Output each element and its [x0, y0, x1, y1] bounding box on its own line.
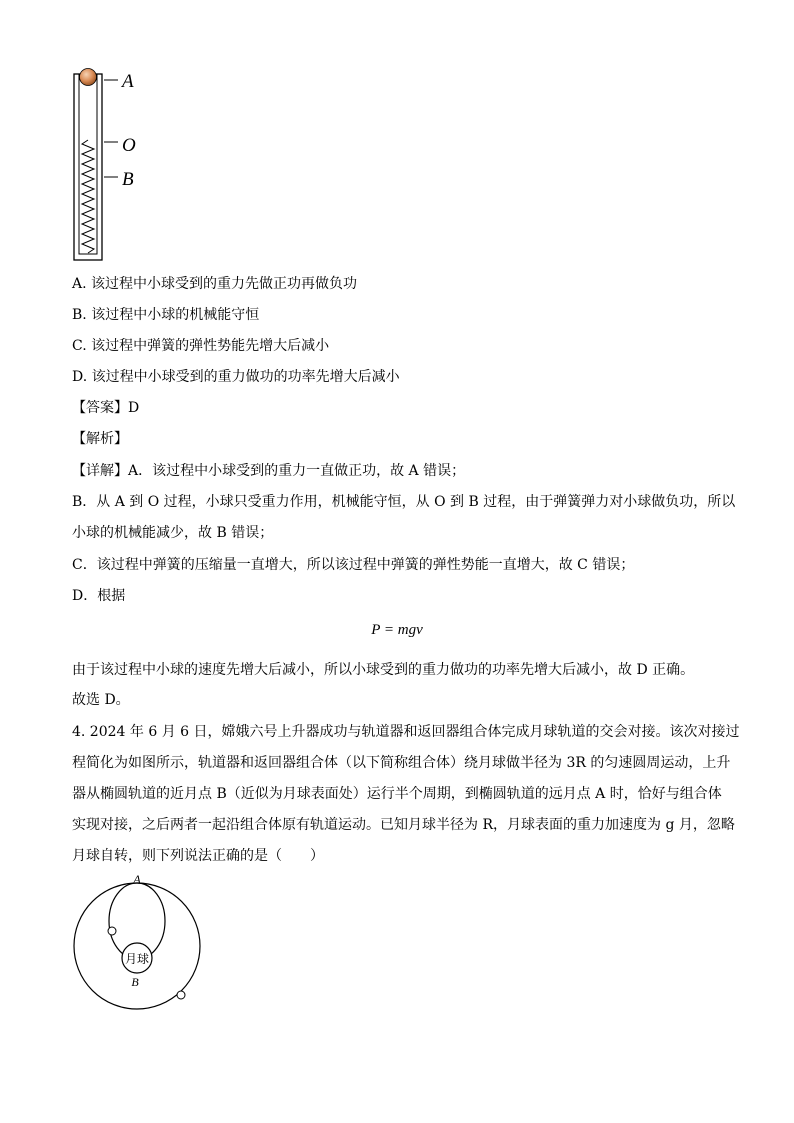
detail-line-5: D．根据 — [72, 588, 126, 604]
detail-line-1: 【详解】A．该过程中小球受到的重力一直做正功，故 A 错误； — [72, 463, 466, 479]
q4-line-1: 4. 2024 年 6 月 6 日，嫦娥六号上升器成功与轨道器和返回器组合体完成月球轨道的交会对接。该次对接过 — [72, 724, 740, 740]
answer-value: D — [128, 400, 140, 416]
analysis-tag: 【解析】 — [72, 431, 128, 447]
label-b: B — [122, 169, 134, 190]
label-o: O — [122, 135, 136, 156]
option-c: C. 该过程中弹簧的弹性势能先增大后减小 — [72, 338, 330, 354]
detail-line-6: 由于该过程中小球的速度先增大后减小，所以小球受到的重力做功的功率先增大后减小，故 D 正确。 — [72, 662, 695, 678]
label-b-orbit: B — [131, 975, 139, 989]
label-a: A — [122, 71, 134, 92]
q4-line-5: 月球自转，则下列说法正确的是（ ） — [72, 848, 324, 864]
option-d: D. 该过程中小球受到的重力做功的功率先增大后减小 — [72, 369, 400, 385]
orbiter-marker — [177, 991, 185, 999]
spring — [82, 140, 94, 253]
lander-marker — [108, 927, 116, 935]
power-formula: P = mgv — [371, 622, 423, 638]
spring-tube-figure — [60, 62, 180, 268]
ball — [80, 69, 97, 86]
answer-tag: 【答案】 — [72, 400, 128, 416]
detail-line-7: 故选 D。 — [72, 692, 130, 708]
q4-line-4: 实现对接，之后两者一起沿组合体原有轨道运动。已知月球半径为 R，月球表面的重力加速度为 g 月，忽略 — [72, 817, 735, 833]
detail-line-3: 小球的机械能减少，故 B 错误； — [72, 525, 274, 541]
label-a-orbit: A — [133, 872, 141, 886]
option-b: B. 该过程中小球的机械能守恒 — [72, 307, 260, 323]
q4-line-3: 器从椭圆轨道的近月点 B（近似为月球表面处）运行半个周期，到椭圆轨道的远月点 A 时，恰好与组合体 — [72, 786, 722, 802]
detail-line-2: B．从 A 到 O 过程，小球只受重力作用，机械能守恒，从 O 到 B 过程，由于弹簧弹力对小球做负功，所以 — [72, 494, 736, 510]
orbit-figure — [66, 870, 216, 1016]
moon-label: 月球 — [124, 952, 150, 966]
detail-line-4: C．该过程中弹簧的压缩量一直增大，所以该过程中弹簧的弹性势能一直增大，故 C 错误； — [72, 557, 635, 573]
q4-line-2: 程简化为如图所示，轨道器和返回器组合体（以下简称组合体）绕月球做半径为 3R 的匀速圆周运动，上升 — [72, 755, 731, 771]
answer-line — [72, 398, 139, 418]
option-a: A. 该过程中小球受到的重力先做正功再做负功 — [72, 276, 358, 292]
